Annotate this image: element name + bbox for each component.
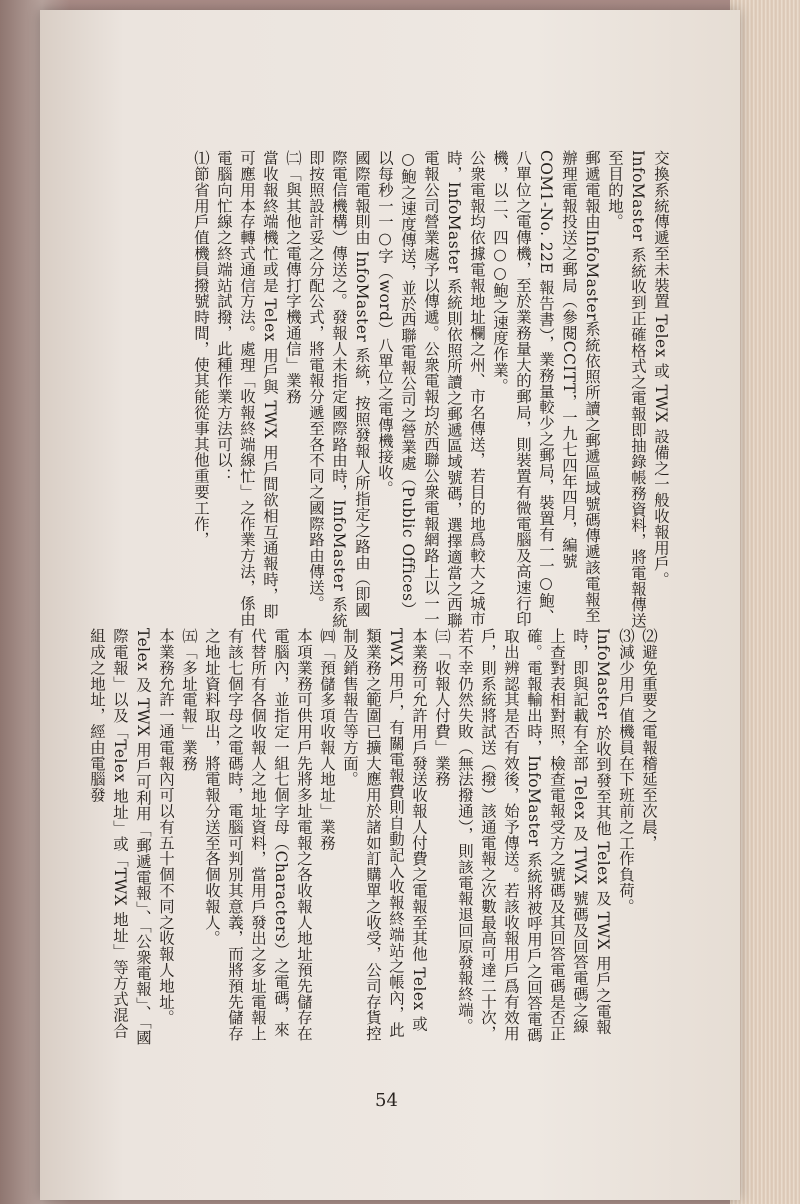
paragraph: 本項業務可供用戶先將多址電報之各收報人地址預先儲存在電腦內，並指定一組七個字母（Characters）之電碼，來代替所有各個收報人之地址資料，當用戶發出之多址電報上有該七個字母之電碼時，電腦可判別其意義，而將預先儲存之地址資料取出，將電報分送至各個收報人。 <box>203 628 313 1042</box>
paragraph: 本業務可允許用戶發送收報人付費之電報至其他 Telex 或 TWX 用戶，有關電報費則自動記入收報終端站之帳內，此類業務之範圍已擴大應用於諸如訂購單之收受，公司存貨控制及銷售報告等方面。 <box>341 628 428 1042</box>
text-block-top <box>192 150 672 630</box>
book-page <box>40 10 740 1200</box>
page-edges <box>730 0 800 1204</box>
paragraph: 交換系統傳遞至未裝置 Telex 或 TWX 設備之一般收報用戶。InfoMaster 系統收到正確格式之電報即抽錄帳務資料，將電報傳送至目的地。 <box>606 150 670 629</box>
text-block-bottom <box>88 628 660 1048</box>
list-item: ⑵避免重要之電報稽延至次晨， <box>640 628 658 851</box>
section-heading: ㈡「與其他之電傳打字機通信」業務 <box>284 150 302 405</box>
section-heading: ㈣「預儲多項收報人地址」業務 <box>318 628 336 851</box>
section-heading: ㈤「多址電報」業務 <box>180 628 198 772</box>
page-number: 54 <box>375 1090 398 1111</box>
section-heading: ㈢「收報人付費」業務 <box>433 628 451 787</box>
paragraph: 本業務允許一通電報內可以有五十個不同之收報人地址。Telex 及 TWX 用戶可利用「郵遞電報」、「公衆電報」、「國際電報」以及「Telex 地址」或「TWX 地址」等方式混合組成之地址，經由電腦發 <box>88 628 175 1046</box>
list-item: ⑴節省用戶值機員撥號時間，使其能從事其他重要工作， <box>192 150 210 548</box>
paragraph: InfoMaster 於收到發至其他 Telex 及 TWX 用戶之電報時，即與記載有全部 Telex 及 TWX 號碼及回答電碼之線上查對表相對照，檢查電報受方之號碼及其回答電碼是否正確。電報輸出時，InfoMaster 系統將被呼用戶之回答電碼取出辨認其是否有效後，始予傳送。若該收報用戶爲有效用戶，則系統將試送（撥）該通電報之次數最高可達二十次，若不幸仍然失敗（無法撥通），則該電報退回原發報終端。 <box>456 628 612 1043</box>
paragraph: 公衆電報均依據電報地址欄之州、市名傳送，若目的地爲較大之城市時，InfoMaster 系統則依照所讀之郵遞區域號碼，選擇適當之西聯電報公司營業處予以傳遞。公衆電報均於西聯公衆電報網路上以一一○鮑之速度傳送，並於西聯電報公司之營業處（Public Offices）以每秒一一○字（word）八單位之電傳機接收。 <box>376 150 486 629</box>
paragraph: 國際電報則由 InfoMaster 系統，按照發報人所指定之路由（即國際電信機構）傳送之。發報人未指定國際路由時，InfoMaster 系統即按照設計妥之分配公式，將電報分遞至各不同之國際路由傳送。 <box>307 150 371 629</box>
paragraph: 當收報終端機忙或是 Telex 用戶與 TWX 用戶間欲相互通報時，即可應用本存轉式通信方法。處理「收報終端線忙」之作業方法，係由電腦向忙線之終端站試撥，此種作業方法可以： <box>215 150 279 627</box>
list-item: ⑶減少用戶值機員在下班前之工作負荷。 <box>617 628 635 915</box>
paragraph: 郵遞電報由InfoMaster系統依照所讀之郵遞區域號碼傳遞該電報至辦理電報投送之郵局（參閱CCITT，一九七四年四月，編號 COM1-No. 22E 報告書），業務量較少之郵局，裝置有一一○鮑、八單位之電傳機，至於業務量大的郵局，則裝置有微電腦及高速行印機，以二、四○○鮑之速度作業。 <box>491 150 601 627</box>
